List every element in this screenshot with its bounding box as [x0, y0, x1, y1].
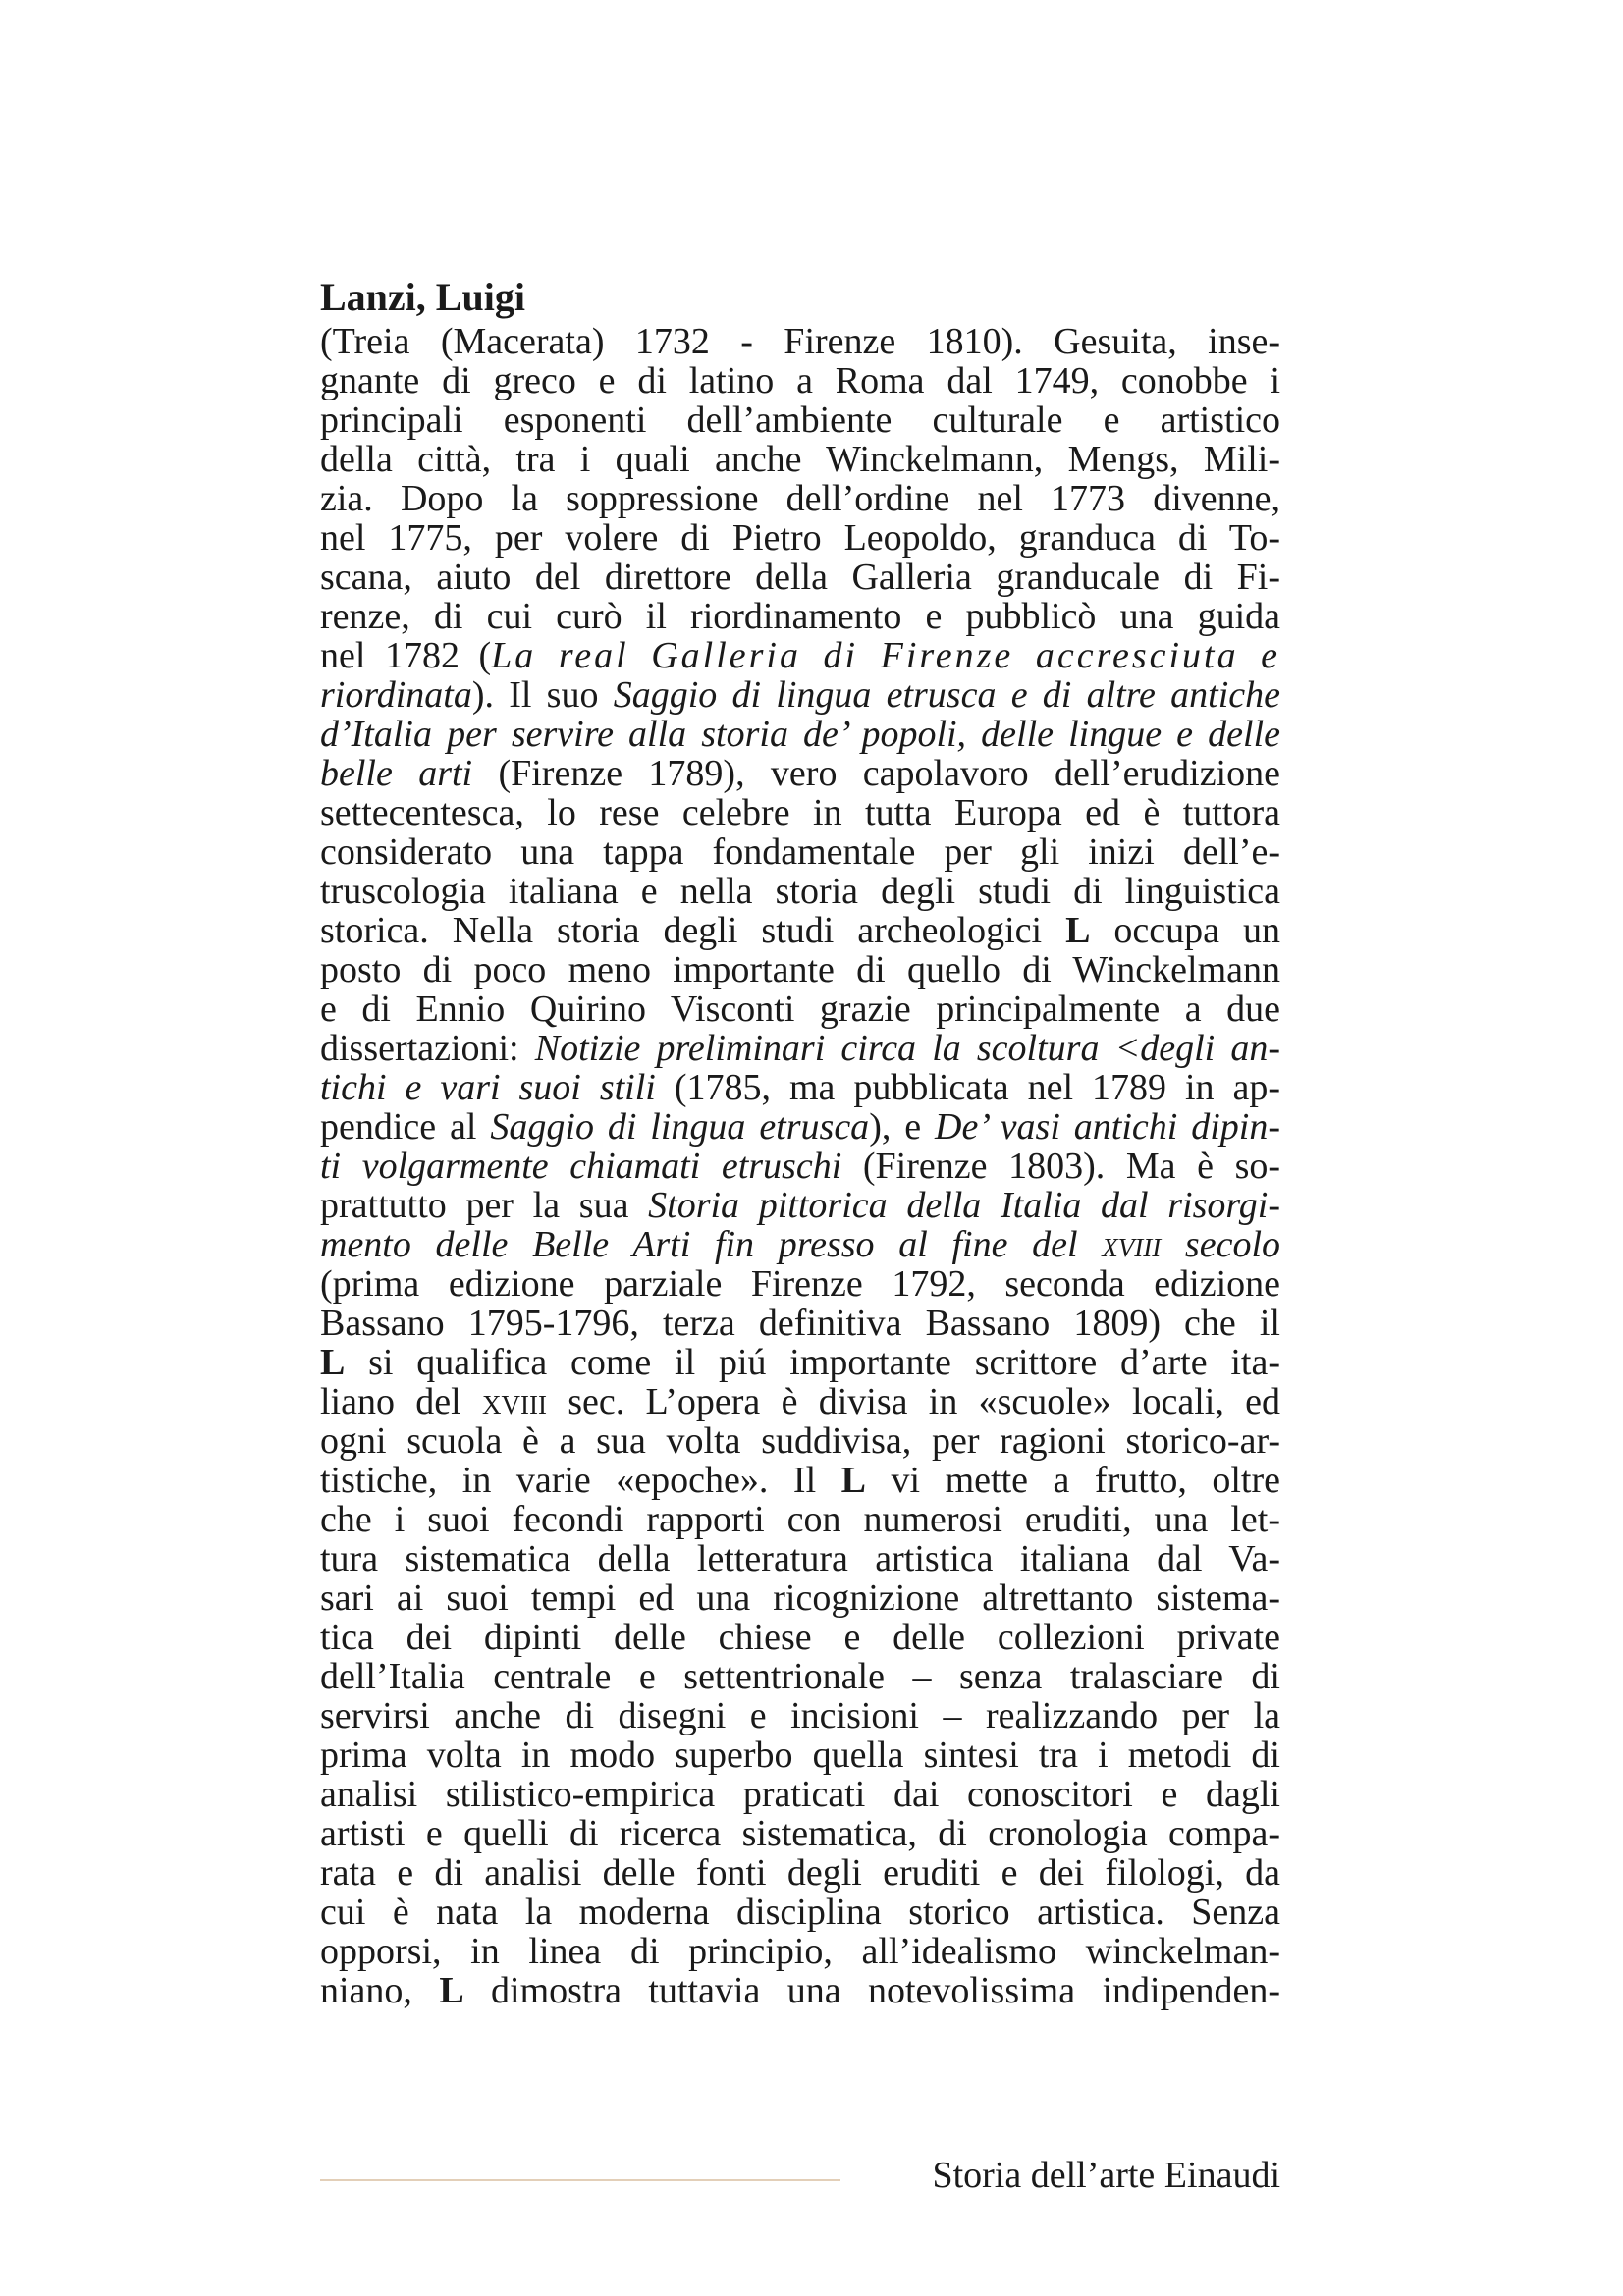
entry-line	[320, 322, 1280, 361]
entry-line	[320, 1814, 1280, 1853]
entry-line	[320, 1186, 1280, 1225]
entry-text-run: xviii	[1102, 1224, 1162, 1265]
entry-line	[320, 1932, 1280, 1971]
entry-text-run: tichi e vari suoi stili	[320, 1067, 656, 1108]
entry-text-run: ti volgarmente chiamati etruschi	[320, 1146, 842, 1187]
entry-line	[320, 440, 1280, 479]
entry-text-run: nel 1775, per volere di Pietro Leopoldo, granduca di To-	[320, 517, 1280, 559]
entry-text-run: mento delle Belle Arti fin presso al fine del	[320, 1224, 1103, 1265]
entry-text-run: sari ai suoi tempi ed una ricognizione altrettanto sistema-	[320, 1577, 1280, 1619]
entry-line	[320, 479, 1280, 518]
entry-text-run: (1785, ma pubblicata nel 1789 in ap-	[655, 1067, 1280, 1108]
entry-text-run: settecentesca, lo rese celebre in tutta Europa ed è tuttora	[320, 792, 1280, 833]
entry-line	[320, 715, 1280, 754]
entry-text-run: occupa un	[1090, 910, 1280, 951]
entry-text-run: della città, tra i quali anche Winckelmann, Mengs, Mili-	[320, 439, 1280, 480]
entry-text-run: Storia pittorica della Italia dal risorgi-	[648, 1185, 1280, 1226]
entry-line	[320, 361, 1280, 400]
entry-line	[320, 558, 1280, 597]
entry-line	[320, 1618, 1280, 1657]
entry-text-run: dimostra tuttavia una notevolissima indipenden-	[463, 1970, 1280, 2011]
entry-text-run: cui è nata la moderna disciplina storico artistica. Senza	[320, 1892, 1280, 1933]
entry-line	[320, 675, 1280, 715]
entry-text-run: L	[840, 1460, 867, 1501]
entry-text-run: Saggio di lingua etrusca e di altre antiche	[613, 674, 1281, 716]
entry-text-run: L	[1065, 910, 1091, 951]
entry-line	[320, 1539, 1280, 1578]
entry-line	[320, 832, 1280, 872]
entry-line	[320, 400, 1280, 440]
entry-text-run: servirsi anche di disegni e incisioni – realizzando per la	[320, 1695, 1280, 1736]
entry-line	[320, 1735, 1280, 1775]
entry-title: Lanzi, Luigi	[320, 275, 525, 319]
entry-text-run: (Firenze 1789), vero capolavoro dell’erudizione	[472, 753, 1280, 794]
entry-text-run: niano,	[320, 1970, 440, 2011]
entry-line	[320, 1107, 1280, 1147]
entry-text-run: L	[320, 1342, 346, 1383]
entry-text-run: Notizie preliminari circa la scoltura <degli an-	[534, 1028, 1280, 1069]
entry-line	[320, 793, 1280, 832]
entry-line	[320, 1461, 1280, 1500]
entry-text-run: secolo	[1161, 1224, 1280, 1265]
entry-text-run: storica. Nella storia degli studi archeologici	[320, 910, 1066, 951]
entry-text-run: (prima edizione parziale Firenze 1792, seconda edizione	[320, 1263, 1280, 1305]
entry-line	[320, 754, 1280, 793]
entry-text-run: dell’Italia centrale e settentrionale – senza tralasciare di	[320, 1656, 1280, 1697]
entry-line	[320, 1264, 1280, 1304]
entry-line	[320, 1775, 1280, 1814]
entry-text-run: analisi stilistico-empirica praticati dai conoscitori e dagli	[320, 1774, 1280, 1815]
entry-text-run: Saggio di lingua etrusca	[490, 1106, 870, 1148]
entry-text-run: renze, di cui curò il riordinamento e pubblicò una guida	[320, 596, 1280, 637]
entry-text-run: tura sistematica della letteratura artistica italiana dal Va-	[320, 1538, 1280, 1579]
entry-text-run: nel 1782 (	[320, 635, 492, 676]
entry-line	[320, 1893, 1280, 1932]
entry-line	[320, 1029, 1280, 1068]
entry-line	[320, 1225, 1280, 1264]
entry-line	[320, 1853, 1280, 1893]
entry-text-run: dissertazioni:	[320, 1028, 535, 1069]
entry-line	[320, 1696, 1280, 1735]
footer-rule	[320, 2179, 840, 2181]
entry-text-run: gnante di greco e di latino a Roma dal 1749, conobbe i	[320, 360, 1280, 401]
entry-text-run: scana, aiuto del direttore della Galleria granducale di Fi-	[320, 557, 1280, 598]
entry-text-run: opporsi, in linea di principio, all’idealismo winckelman-	[320, 1931, 1280, 1972]
entry-line	[320, 1657, 1280, 1696]
entry-text-run: ogni scuola è a sua volta suddivisa, per ragioni storico-ar-	[320, 1420, 1280, 1462]
entry-text-run: (Treia (Macerata) 1732 - Firenze 1810). Gesuita, inse-	[320, 321, 1280, 362]
entry-text-run: posto di poco meno importante di quello di Winckelmann	[320, 949, 1280, 990]
entry-line	[320, 1578, 1280, 1618]
entry-text-run: belle arti	[320, 753, 473, 794]
entry-text-run: riordinata	[320, 674, 472, 716]
entry-text-run: rata e di analisi delle fonti degli eruditi e dei filologi, da	[320, 1852, 1280, 1894]
entry-text-run: che i suoi fecondi rapporti con numerosi eruditi, una let-	[320, 1499, 1280, 1540]
entry-line	[320, 950, 1280, 989]
entry-line	[320, 636, 1280, 675]
entry-text-run: sec. L’opera è divisa in «scuole» locali, ed	[546, 1381, 1281, 1422]
entry-line	[320, 1147, 1280, 1186]
entry-text-run: Bassano 1795-1796, terza definitiva Bassano 1809) che il	[320, 1303, 1280, 1344]
entry-line	[320, 1971, 1280, 2010]
entry-text-run: prima volta in modo superbo quella sintesi tra i metodi di	[320, 1735, 1280, 1776]
entry-line	[320, 1421, 1280, 1461]
entry-line	[320, 1304, 1280, 1343]
entry-line	[320, 518, 1280, 558]
entry-text-run: si qualifica come il piú importante scrittore d’arte ita-	[345, 1342, 1280, 1383]
entry-text-run: truscologia italiana e nella storia degli studi di linguistica	[320, 871, 1280, 912]
entry-text-run: ), e	[869, 1106, 936, 1148]
entry-body	[320, 322, 1280, 2010]
entry-text-run: pendice al	[320, 1106, 491, 1148]
encyclopedia-entry	[320, 275, 1280, 2010]
entry-text-run: (Firenze 1803). Ma è so-	[841, 1146, 1281, 1187]
entry-text-run: considerato una tappa fondamentale per gli inizi dell’e-	[320, 831, 1280, 873]
entry-line	[320, 1500, 1280, 1539]
entry-text-run: liano del	[320, 1381, 482, 1422]
entry-text-run: tica dei dipinti delle chiese e delle collezioni private	[320, 1617, 1280, 1658]
entry-line	[320, 872, 1280, 911]
entry-text-run: e di Ennio Quirino Visconti grazie principalmente a due	[320, 988, 1280, 1030]
entry-text-run: artisti e quelli di ricerca sistematica, di cronologia compa-	[320, 1813, 1280, 1854]
entry-text-run: prattutto per la sua	[320, 1185, 649, 1226]
entry-text-run: xviii	[481, 1381, 547, 1422]
page-footer	[320, 2156, 1280, 2195]
entry-text-run: De’ vasi antichi dipin-	[935, 1106, 1280, 1148]
entry-text-run: ). Il suo	[471, 674, 614, 716]
entry-text-run: d’Italia per servire alla storia de’ popoli, delle lingue e delle	[320, 714, 1280, 755]
entry-text-run: principali esponenti dell’ambiente culturale e artistico	[320, 400, 1280, 441]
entry-text-run: tistiche, in varie «epoche». Il	[320, 1460, 841, 1501]
entry-line	[320, 1382, 1280, 1421]
entry-line	[320, 597, 1280, 636]
entry-line	[320, 1068, 1280, 1107]
entry-line	[320, 989, 1280, 1029]
entry-text-run: La real Galleria di Firenze accresciuta e	[491, 635, 1280, 676]
entry-text-run: vi mette a frutto, oltre	[866, 1460, 1280, 1501]
entry-text-run: zia. Dopo la soppressione dell’ordine nel 1773 divenne,	[320, 478, 1280, 519]
footer-publication-title: Storia dell’arte Einaudi	[932, 2155, 1280, 2196]
entry-line	[320, 911, 1280, 950]
entry-text-run: L	[439, 1970, 464, 2011]
entry-line	[320, 1343, 1280, 1382]
